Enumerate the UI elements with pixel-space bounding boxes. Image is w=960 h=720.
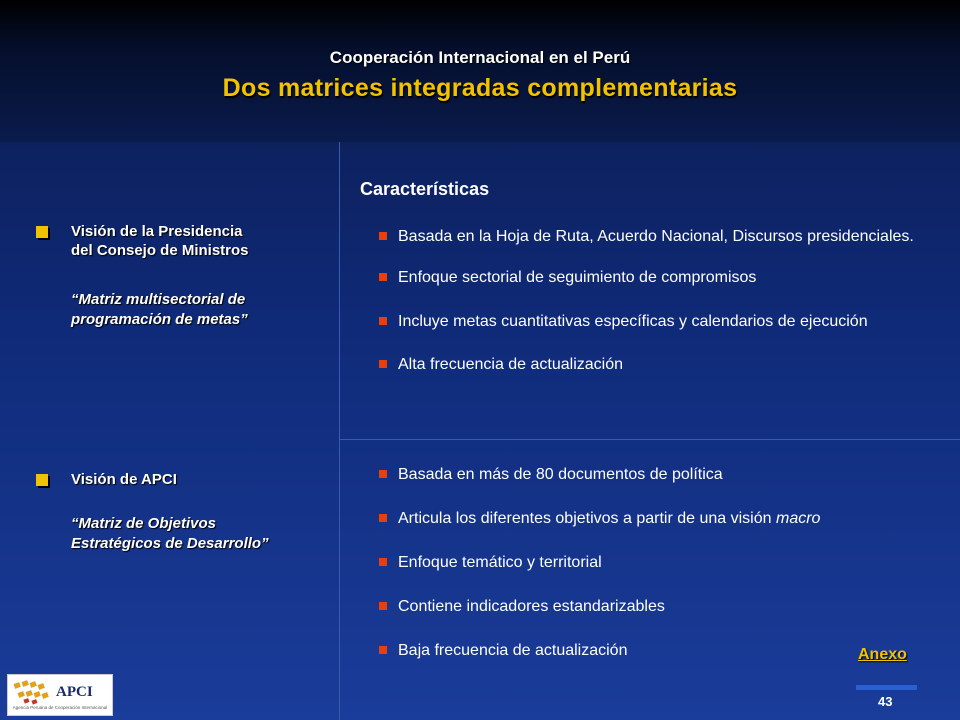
bullet-icon (379, 602, 387, 610)
list-item: Articula los diferentes objetivos a partir de una visión macro (379, 505, 939, 532)
bullet-icon (379, 232, 387, 240)
bullet-icon (379, 646, 387, 654)
anexo-underline-bar (856, 685, 917, 690)
vision-pcm-description: “Matriz multisectorial de programación de metas” (71, 291, 248, 328)
bullet-icon (379, 470, 387, 478)
list-item: Contiene indicadores estandarizables (379, 593, 939, 620)
page-number: 43 (878, 694, 893, 709)
list-item: Basada en más de 80 documentos de política (379, 461, 939, 488)
bullet-icon (379, 558, 387, 566)
bullet-icon (379, 360, 387, 368)
vision-apci (36, 470, 336, 570)
apci-logo-subtitle: Agencia Peruana de Cooperación Internacional (12, 705, 108, 710)
apci-logo-text: APCI (56, 684, 93, 700)
bullet-icon (379, 317, 387, 325)
vision-pcm-title: Visión de la Presidencia del Consejo de Ministros (71, 223, 249, 259)
list-item: Incluye metas cuantitativas específicas y calendarios de ejecución (379, 308, 939, 335)
characteristics-heading: Características (360, 179, 490, 199)
list-item: Enfoque temático y territorial (379, 549, 939, 576)
page-subtitle: Cooperación Internacional en el Perú (329, 48, 631, 67)
characteristics-list-apci (379, 461, 939, 664)
horizontal-divider (340, 439, 960, 440)
list-item: Alta frecuencia de actualización (379, 351, 939, 378)
characteristics-list-pcm (379, 223, 939, 378)
apci-logo (7, 674, 113, 716)
list-item: Enfoque sectorial de seguimiento de compromisos (379, 264, 939, 291)
vision-apci-description: “Matriz de Objetivos Estratégicos de Desarrollo” (71, 515, 269, 552)
list-item: Baja frecuencia de actualización (379, 637, 939, 664)
square-bullet-icon (36, 474, 48, 486)
bullet-icon (379, 273, 387, 281)
square-bullet-icon (36, 226, 48, 238)
page-title: Dos matrices integradas complementarias (222, 74, 738, 102)
anexo-link[interactable]: Anexo (858, 646, 907, 663)
vision-apci-title: Visión de APCI (71, 471, 177, 488)
header-band (0, 0, 960, 142)
apci-emblem-icon (12, 679, 56, 707)
vision-pcm (36, 222, 336, 342)
bullet-icon (379, 514, 387, 522)
list-item: Basada en la Hoja de Ruta, Acuerdo Nacional, Discursos presidenciales. (379, 223, 939, 250)
